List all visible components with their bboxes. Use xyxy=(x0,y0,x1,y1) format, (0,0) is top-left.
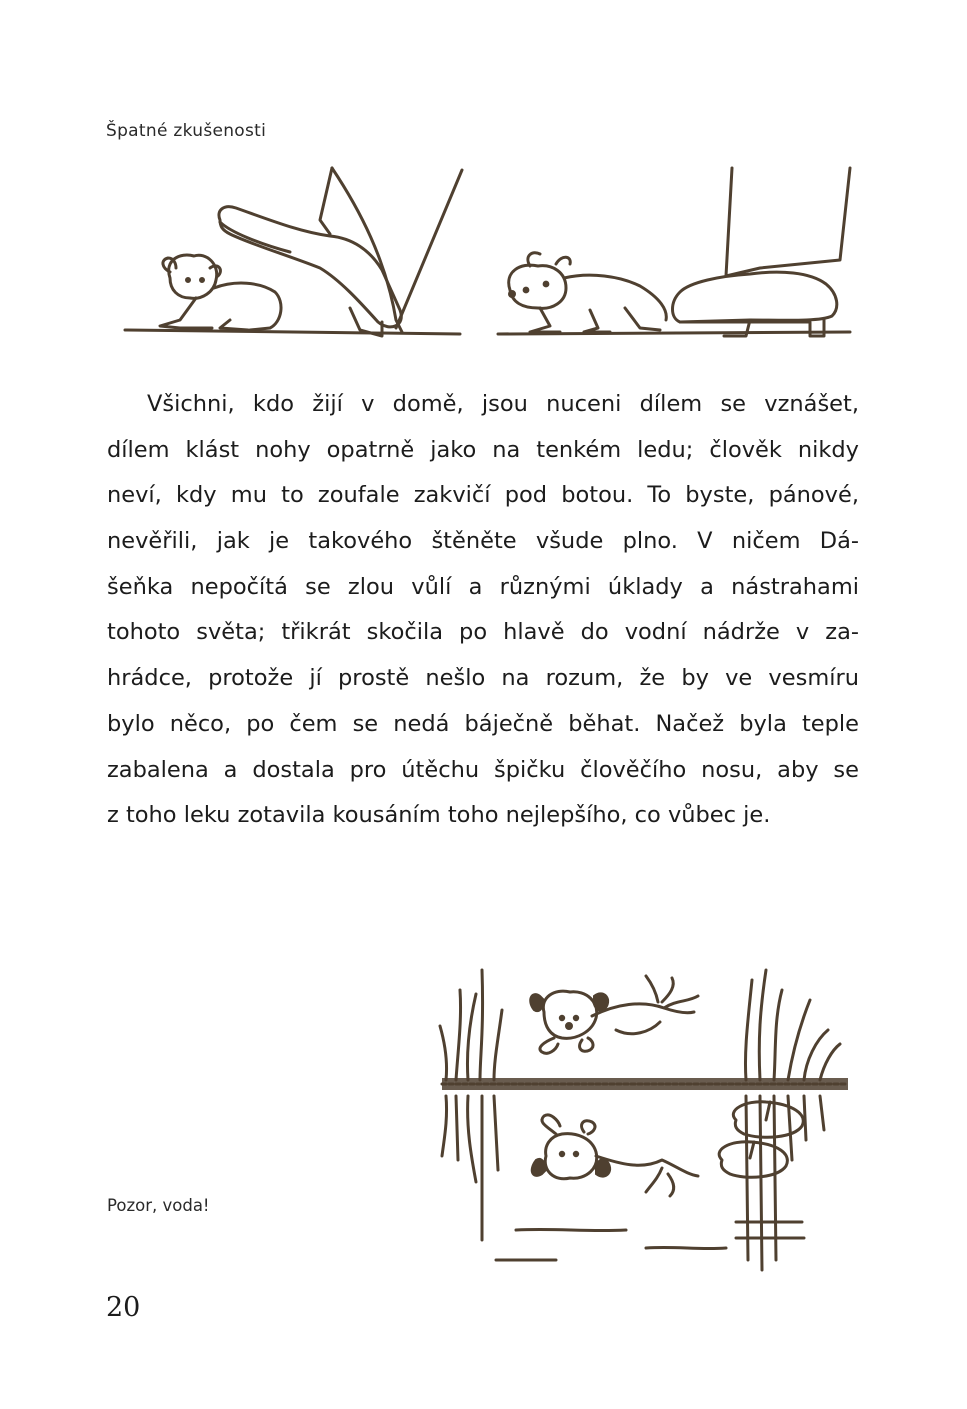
right-shoe-drawing xyxy=(673,168,851,336)
illustration-caption: Pozor, voda! xyxy=(107,1196,210,1215)
page-number: 20 xyxy=(106,1292,141,1323)
ground-line xyxy=(125,330,850,334)
paragraph-line: zabalena a dostala pro útěchu špičku člověčího nosu, aby se xyxy=(107,756,859,783)
left-shoe-drawing xyxy=(219,168,462,336)
reeds-left-drawing xyxy=(440,970,502,1080)
body-paragraph xyxy=(107,382,859,839)
puppy-standing-drawing xyxy=(509,253,667,332)
puppy-and-shoes-illustration xyxy=(120,160,860,350)
reed-reflections-drawing xyxy=(442,1096,824,1270)
paragraph-line: šeňka nepočítá se zlou vůlí a různými úklady a nástrahami xyxy=(107,573,859,600)
paragraph-line: bylo něco, po čem se nedá báječně běhat. Načež byla teple xyxy=(107,710,859,737)
paragraph-line: neví, kdy mu to zoufale zakvičí pod botou. To byste, pánové, xyxy=(107,482,859,509)
paragraph-line: Všichni, kdo žijí v domě, jsou nuceni dílem se vznášet, xyxy=(147,391,859,417)
paragraph-line: dílem klást nohy opatrně jako na tenkém ledu; člověk nikdy xyxy=(107,436,859,463)
paragraph-line: hrádce, protože jí prostě nešlo na rozum, že by ve vesmíru xyxy=(107,665,859,692)
paragraph-line: z toho leku zotavila kousáním toho nejlepšího, co vůbec je. xyxy=(107,802,771,829)
puppy-crouching-drawing xyxy=(160,255,281,330)
puppy-pond-illustration xyxy=(436,960,854,1282)
paragraph-line: nevěřili, jak je takového štěněte všude plno. V ničem Dá- xyxy=(107,528,859,555)
running-head: Špatné zkušenosti xyxy=(106,121,267,141)
paragraph-line: tohoto světa; třikrát skočila po hlavě do vodní nádrže v za- xyxy=(107,619,859,646)
reeds-right-drawing xyxy=(745,970,840,1080)
jumping-puppy-drawing xyxy=(530,976,698,1053)
reflected-puppy-drawing xyxy=(532,1115,698,1196)
